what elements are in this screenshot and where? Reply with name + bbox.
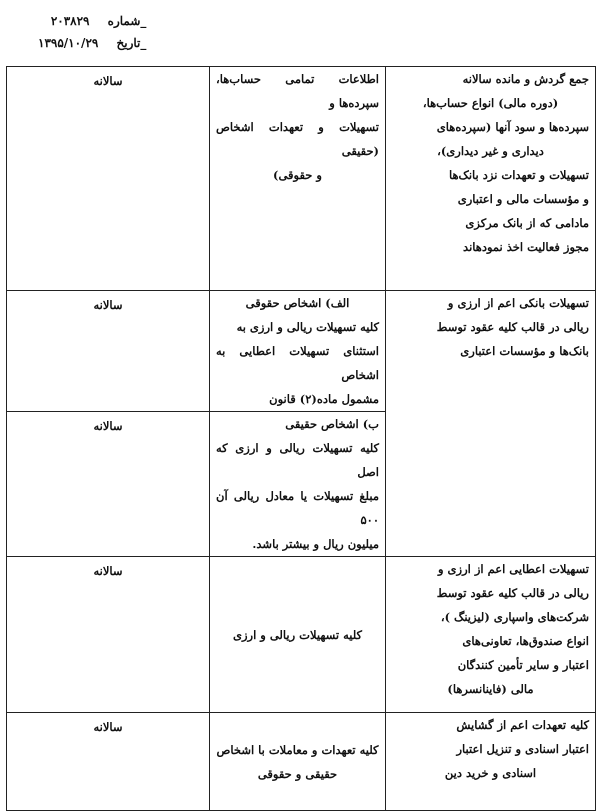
scope-line: مبلغ تسهیلات یا معادل ریالی آن ۵۰۰ bbox=[216, 489, 379, 527]
item-cell bbox=[386, 291, 596, 557]
item-line: تسهیلات بانکی اعم از ارزی و bbox=[447, 296, 589, 310]
scope-line: اطلاعات تمامی حساب‌ها، سپرده‌ها و bbox=[216, 72, 379, 110]
scope-line: کلیه تعهدات و معاملات با اشخاص bbox=[216, 742, 379, 757]
number-label: _شماره bbox=[107, 14, 147, 28]
period-cell: سالانه bbox=[7, 67, 210, 291]
item-cell bbox=[386, 713, 596, 811]
table-row bbox=[7, 291, 596, 412]
item-line: تسهیلات اعطایی اعم از ارزی و bbox=[437, 562, 589, 576]
document-header bbox=[38, 10, 146, 54]
scope-line: کلیه تسهیلات ریالی و ارزی که اصل bbox=[216, 441, 379, 479]
item-line: اعتبار اسنادی و تنزیل اعتبار bbox=[456, 742, 589, 756]
item-line: ریالی در قالب کلیه عقود توسط bbox=[436, 320, 589, 334]
item-line: بانک‌ها و مؤسسات اعتباری bbox=[460, 344, 589, 358]
scope-line: تسهیلات و تعهدات اشخاص (حقیقی bbox=[216, 120, 379, 158]
number-row bbox=[38, 10, 146, 32]
item-line: مجوز فعالیت اخذ نمودهاند bbox=[463, 240, 589, 254]
item-line: سپرده‌ها و سود آنها (سپرده‌های bbox=[436, 120, 589, 134]
period-cell: سالانه bbox=[7, 291, 210, 412]
table-row bbox=[7, 713, 596, 811]
scope-cell bbox=[210, 557, 386, 713]
table-row bbox=[7, 67, 596, 291]
item-cell bbox=[386, 67, 596, 291]
regulation-table bbox=[6, 66, 596, 811]
item-line: انواع صندوق‌ها، تعاونی‌های bbox=[462, 634, 589, 648]
period-cell: سالانه bbox=[7, 557, 210, 713]
item-line: شرکت‌های واسپاری (لیزینگ )، bbox=[440, 610, 589, 624]
item-line: مالی (فاینانسرها) bbox=[447, 682, 534, 696]
item-line: ریالی در قالب کلیه عقود توسط bbox=[436, 586, 589, 600]
scope-cell bbox=[210, 412, 386, 557]
item-line: و مؤسسات مالی و اعتباری bbox=[457, 192, 589, 206]
table-row bbox=[7, 557, 596, 713]
scope-line: مشمول ماده(۲) قانون bbox=[269, 392, 379, 406]
number-value: ۲۰۳۸۲۹ bbox=[50, 14, 90, 28]
item-line: تسهیلات و تعهدات نزد بانک‌ها bbox=[448, 168, 589, 182]
date-row bbox=[38, 32, 146, 54]
period-cell: سالانه bbox=[7, 412, 210, 557]
scope-line: الف) اشخاص حقوقی bbox=[245, 296, 350, 310]
scope-cell bbox=[210, 67, 386, 291]
scope-line: و حقوقی) bbox=[273, 168, 322, 182]
scope-cell bbox=[210, 713, 386, 811]
item-line: جمع گردش و مانده سالانه bbox=[462, 72, 589, 86]
item-line: مادامی که از بانک مرکزی bbox=[465, 216, 589, 230]
item-line: کلیه تعهدات اعم از گشایش bbox=[456, 718, 589, 732]
item-cell bbox=[386, 557, 596, 713]
item-line: (دوره مالی) انواع حساب‌ها، bbox=[422, 96, 559, 110]
scope-line: کلیه تسهیلات ریالی و ارزی bbox=[232, 627, 363, 642]
scope-line: حقیقی و حقوقی bbox=[257, 766, 338, 781]
date-label: _تاریخ bbox=[116, 36, 147, 50]
scope-line: ب) اشخاص حقیقی bbox=[285, 417, 379, 431]
period-cell: سالانه bbox=[7, 713, 210, 811]
scope-line: استثنای تسهیلات اعطایی به اشخاص bbox=[216, 344, 379, 382]
item-line: اعتبار و سایر تأمین کنندگان bbox=[457, 658, 589, 672]
scope-line: کلیه تسهیلات ریالی و ارزی به bbox=[236, 320, 379, 334]
scope-line: میلیون ریال و بیشتر باشد. bbox=[252, 537, 379, 551]
item-line: اسنادی و خرید دین bbox=[444, 766, 537, 780]
date-value: ۱۳۹۵/۱۰/۲۹ bbox=[38, 36, 99, 50]
scope-cell bbox=[210, 291, 386, 412]
item-line: دیداری و غیر دیداری)، bbox=[437, 144, 544, 158]
